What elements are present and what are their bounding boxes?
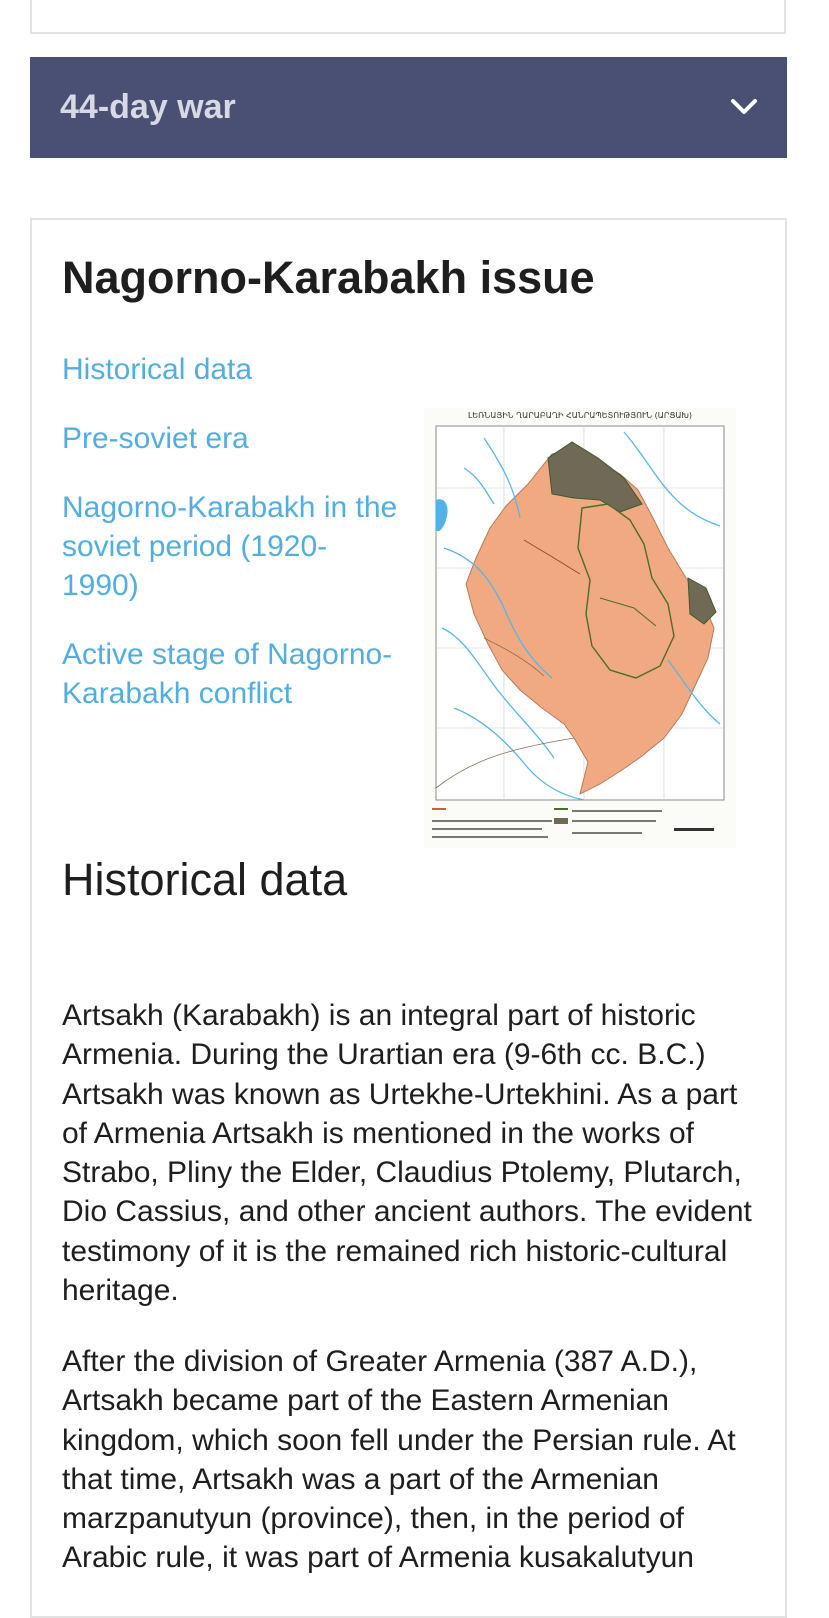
paragraph: After the division of Greater Armenia (387 A.D.), Artsakh became part of the Eastern Armenian kingdom, which soon fell under the Persian rule. At that time, Artsakh was a part of the Armenian marzpanutyun (province), then, in the period of Arabic rule, it was part of Armenia kusakalutyun <box>62 1345 736 1575</box>
previous-card <box>30 0 786 34</box>
toc-link-soviet-period[interactable]: Nagorno-Karabakh in the soviet period (1920-1990) <box>62 491 398 602</box>
section-title: Nagorno-Karabakh issue <box>62 252 595 303</box>
accordion-title: 44-day war <box>60 88 236 126</box>
accordion-44-day-war[interactable] <box>30 57 787 158</box>
toc-item <box>62 635 402 713</box>
toc-link-pre-soviet-era[interactable]: Pre-soviet era <box>62 422 249 455</box>
table-of-contents <box>62 350 402 743</box>
toc-item <box>62 419 402 458</box>
toc-link-active-stage[interactable]: Active stage of Nagorno-Karabakh conflict <box>62 638 393 710</box>
paragraph: Artsakh (Karabakh) is an integral part of historic Armenia. During the Urartian era (9-6th cc. B.C.) Artsakh was known as Urtekhe-Urtekhini. As a part of Armenia Artsakh is mentioned in the works of Strabo, Pliny the Elder, Claudius Ptolemy, Plutarch, Dio Cassius, and other ancient authors. The evident testimony of it is the remained rich historic-cultural heritage. <box>62 999 752 1308</box>
toc-item <box>62 488 402 605</box>
toc-link-historical-data[interactable]: Historical data <box>62 353 253 386</box>
subheading-historical-data: Historical data <box>62 854 348 905</box>
artsakh-map-image[interactable] <box>424 408 736 848</box>
nagorno-karabakh-card <box>30 218 787 1618</box>
map-title: ԼԵՌՆԱՅԻՆ ՂԱՐԱԲԱՂԻ ՀԱՆՐԱՊԵՏՈՒԹՅՈՒՆ (ԱՐՑԱԽ) <box>467 411 693 420</box>
toc-item <box>62 350 402 389</box>
chevron-down-icon[interactable] <box>729 93 759 121</box>
